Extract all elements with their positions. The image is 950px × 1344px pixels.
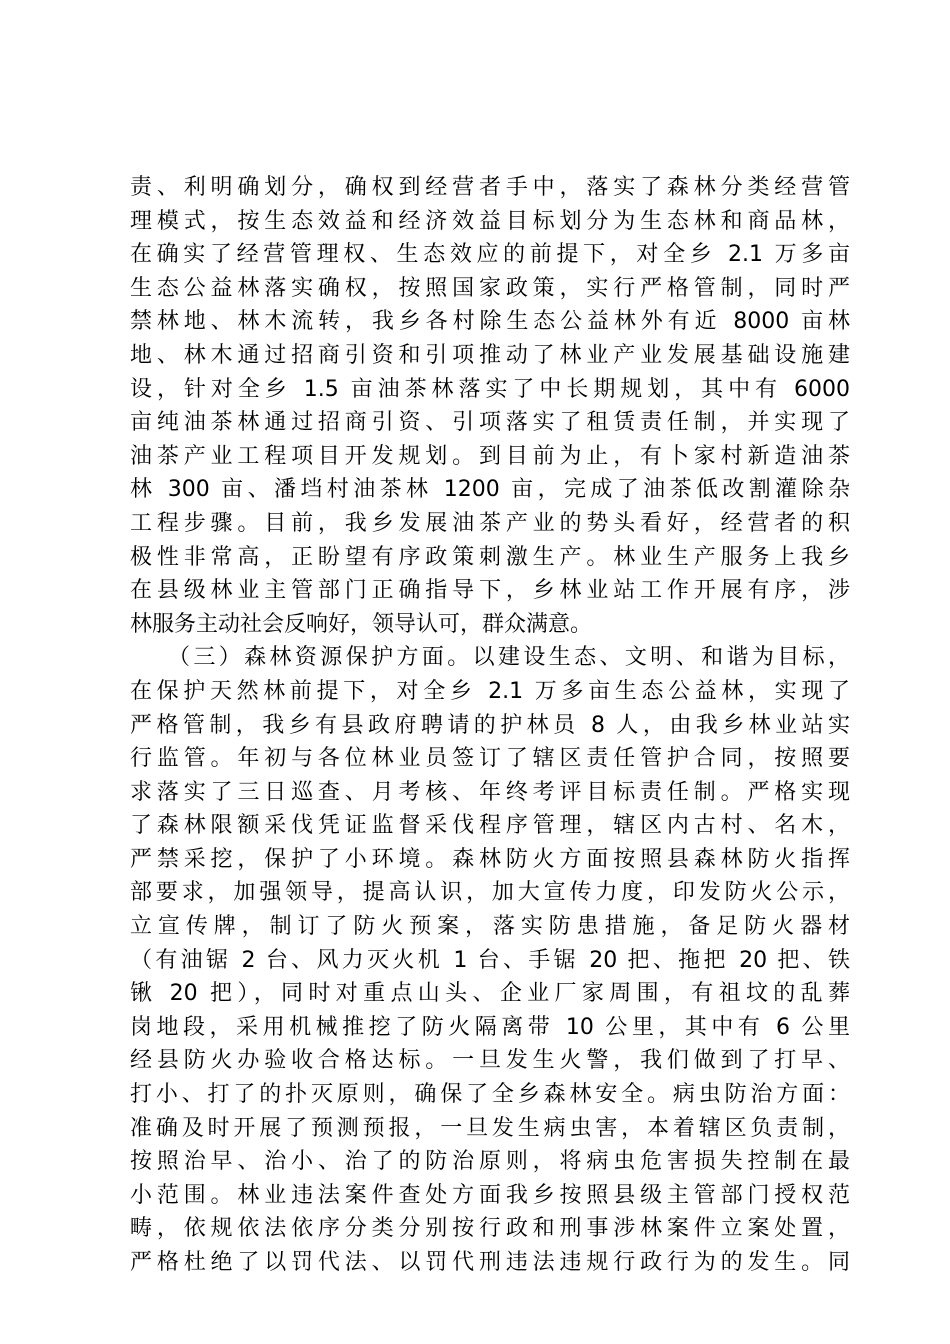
text-line: 在确实了经营管理权、生态效应的前提下，对全乡 2.1 万多亩 [130,242,850,268]
text-line: 理模式，按生态效益和经济效益目标划分为生态林和商品林， [130,208,850,234]
text-line: 准确及时开展了预测预报，一旦发生病虫害，本着辖区负责制， [130,1115,850,1141]
text-line: 严禁采挖，保护了小环境。森林防火方面按照县森林防火指挥 [130,846,850,872]
text-line: 林 300 亩、潘垱村油茶林 1200 亩，完成了油茶低改割灌除杂 [130,477,850,503]
text-line: 林服务主动社会反响好，领导认可，群众满意。 [130,611,593,637]
text-line: 在保护天然林前提下，对全乡 2.1 万多亩生态公益林，实现了 [130,678,850,704]
text-line: 工程步骤。目前，我乡发展油茶产业的势头看好，经营者的积 [130,510,850,536]
text-line: 设，针对全乡 1.5 亩油茶林落实了中长期规划，其中有 6000 [130,376,850,402]
text-line: 严格杜绝了以罚代法、以罚代刑违法违规行政行为的发生。同 [130,1250,850,1275]
text-line: 岗地段，采用机械推挖了防火隔离带 10 公里，其中有 6 公里 [130,1014,850,1040]
text-line: （三）森林资源保护方面。以建设生态、文明、和谐为目标， [168,645,850,671]
text-line: （有油锯 2 台、风力灭火机 1 台、手锯 20 把、拖把 20 把、铁 [130,947,850,973]
body-text [130,171,850,1280]
text-line: 严格管制，我乡有县政府聘请的护林员 8 人，由我乡林业站实 [130,712,850,738]
text-line: 责、利明确划分，确权到经营者手中，落实了森林分类经营管 [130,175,850,200]
text-line: 生态公益林落实确权，按照国家政策，实行严格管制，同时严 [130,275,850,301]
text-line: 打小、打了的扑灭原则，确保了全乡森林安全。病虫防治方面： [130,1082,850,1108]
text-line: 极性非常高，正盼望有序政策刺激生产。林业生产服务上我乡 [130,544,850,570]
text-line: 油茶产业工程项目开发规划。到目前为止，有卜家村新造油茶 [130,443,850,469]
text-line: 立宣传牌，制订了防火预案，落实防患措施，备足防火器材 [130,914,850,940]
text-line: 经县防火办验收合格达标。一旦发生火警，我们做到了打早、 [130,1048,850,1074]
text-line: 亩纯油茶林通过招商引资、引项落实了租赁责任制，并实现了 [130,410,850,436]
text-line: 锹 20 把），同时对重点山头、企业厂家周围，有祖坟的乱葬 [130,981,850,1007]
text-line: 小范围。林业违法案件查处方面我乡按照县级主管部门授权范 [130,1182,850,1208]
text-line: 畴，依规依法依序分类分别按行政和刑事涉林案件立案处置， [130,1216,850,1242]
text-line: 求落实了三日巡查、月考核、年终考评目标责任制。严格实现 [130,779,850,805]
text-line: 禁林地、林木流转，我乡各村除生态公益林外有近 8000 亩林 [130,309,850,335]
text-line: 部要求，加强领导，提高认识，加大宣传力度，印发防火公示， [130,880,850,906]
text-line: 行监管。年初与各位林业员签订了辖区责任管护合同，按照要 [130,746,850,772]
paragraph-1 [130,171,850,641]
text-line: 按照治早、治小、治了的防治原则，将病虫危害损失控制在最 [130,1149,850,1175]
text-line: 在县级林业主管部门正确指导下，乡林业站工作开展有序，涉 [130,578,850,604]
text-line: 了森林限额采伐凭证监督采伐程序管理，辖区内古村、名木， [130,813,850,839]
paragraph-2 [130,641,850,1279]
text-line: 地、林木通过招商引资和引项推动了林业产业发展基础设施建 [130,342,850,368]
